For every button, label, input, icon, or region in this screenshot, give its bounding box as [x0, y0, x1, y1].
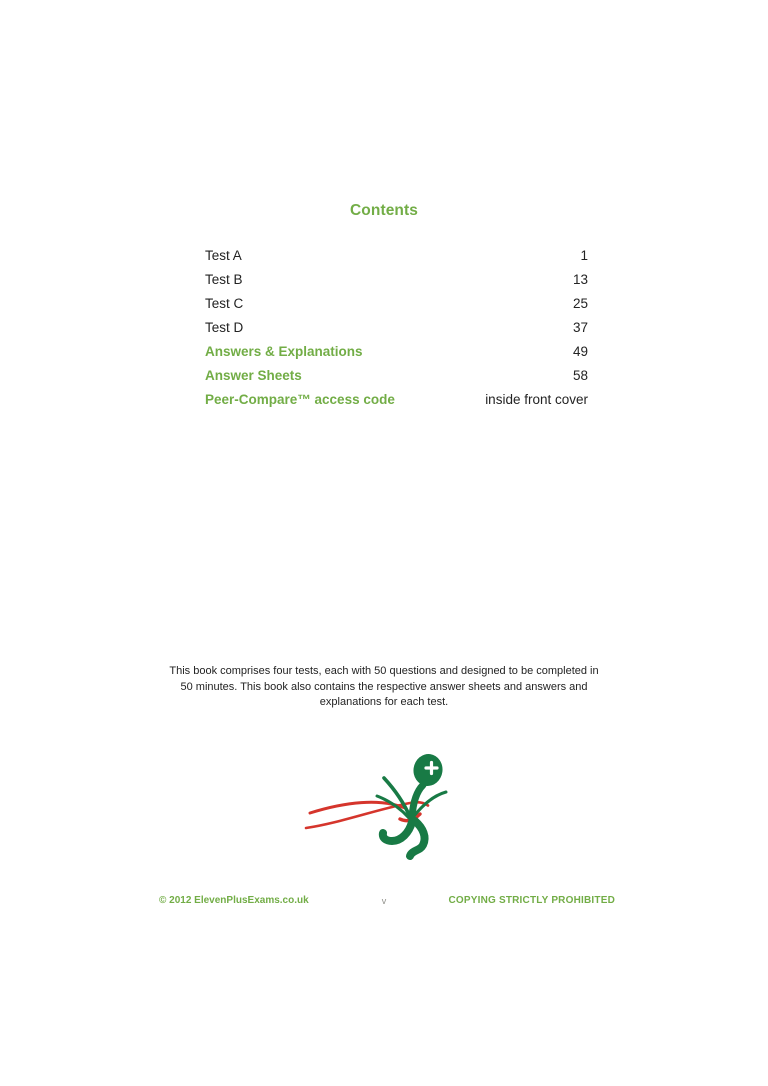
elevenplusexams-logo-icon — [300, 745, 470, 870]
toc-page-number: 58 — [572, 367, 588, 383]
toc-row-test-c — [205, 291, 588, 315]
toc-page-number: 1 — [580, 247, 588, 263]
toc-label: Test C — [205, 295, 244, 311]
toc-row-test-d — [205, 315, 588, 339]
description-line: This book comprises four tests, each with 50 questions and designed to be completed in — [169, 665, 599, 677]
toc-label: Test B — [205, 271, 243, 287]
toc-row-test-a — [205, 243, 588, 267]
toc-page-number: 25 — [572, 295, 588, 311]
toc-row-test-b — [205, 267, 588, 291]
book-description — [0, 664, 768, 711]
toc-label: Answer Sheets — [205, 367, 302, 383]
toc-label: Test D — [205, 319, 244, 335]
page-title: Contents — [350, 202, 418, 219]
toc-page-number: 13 — [572, 271, 588, 287]
footer-page-number: v — [381, 896, 387, 906]
table-of-contents — [205, 243, 588, 411]
page-footer — [0, 893, 768, 909]
description-line: 50 minutes. This book also contains the respective answer sheets and answers and — [180, 680, 588, 693]
toc-row-answer-sheets — [205, 363, 588, 387]
toc-row-answers-explanations — [205, 339, 588, 363]
toc-page-number: 37 — [572, 319, 588, 335]
toc-page-number: inside front cover — [485, 391, 588, 407]
toc-label: Answers & Explanations — [205, 343, 363, 359]
toc-label: Test A — [205, 247, 242, 263]
toc-label: Peer-Compare™ access code — [205, 391, 395, 407]
footer-copy-notice: COPYING STRICTLY PROHIBITED — [448, 895, 615, 906]
toc-row-peer-compare — [205, 387, 588, 411]
description-line: explanations for each test. — [319, 696, 449, 709]
toc-page-number: 49 — [572, 343, 588, 359]
footer-copyright: © 2012 ElevenPlusExams.co.uk — [159, 895, 309, 906]
